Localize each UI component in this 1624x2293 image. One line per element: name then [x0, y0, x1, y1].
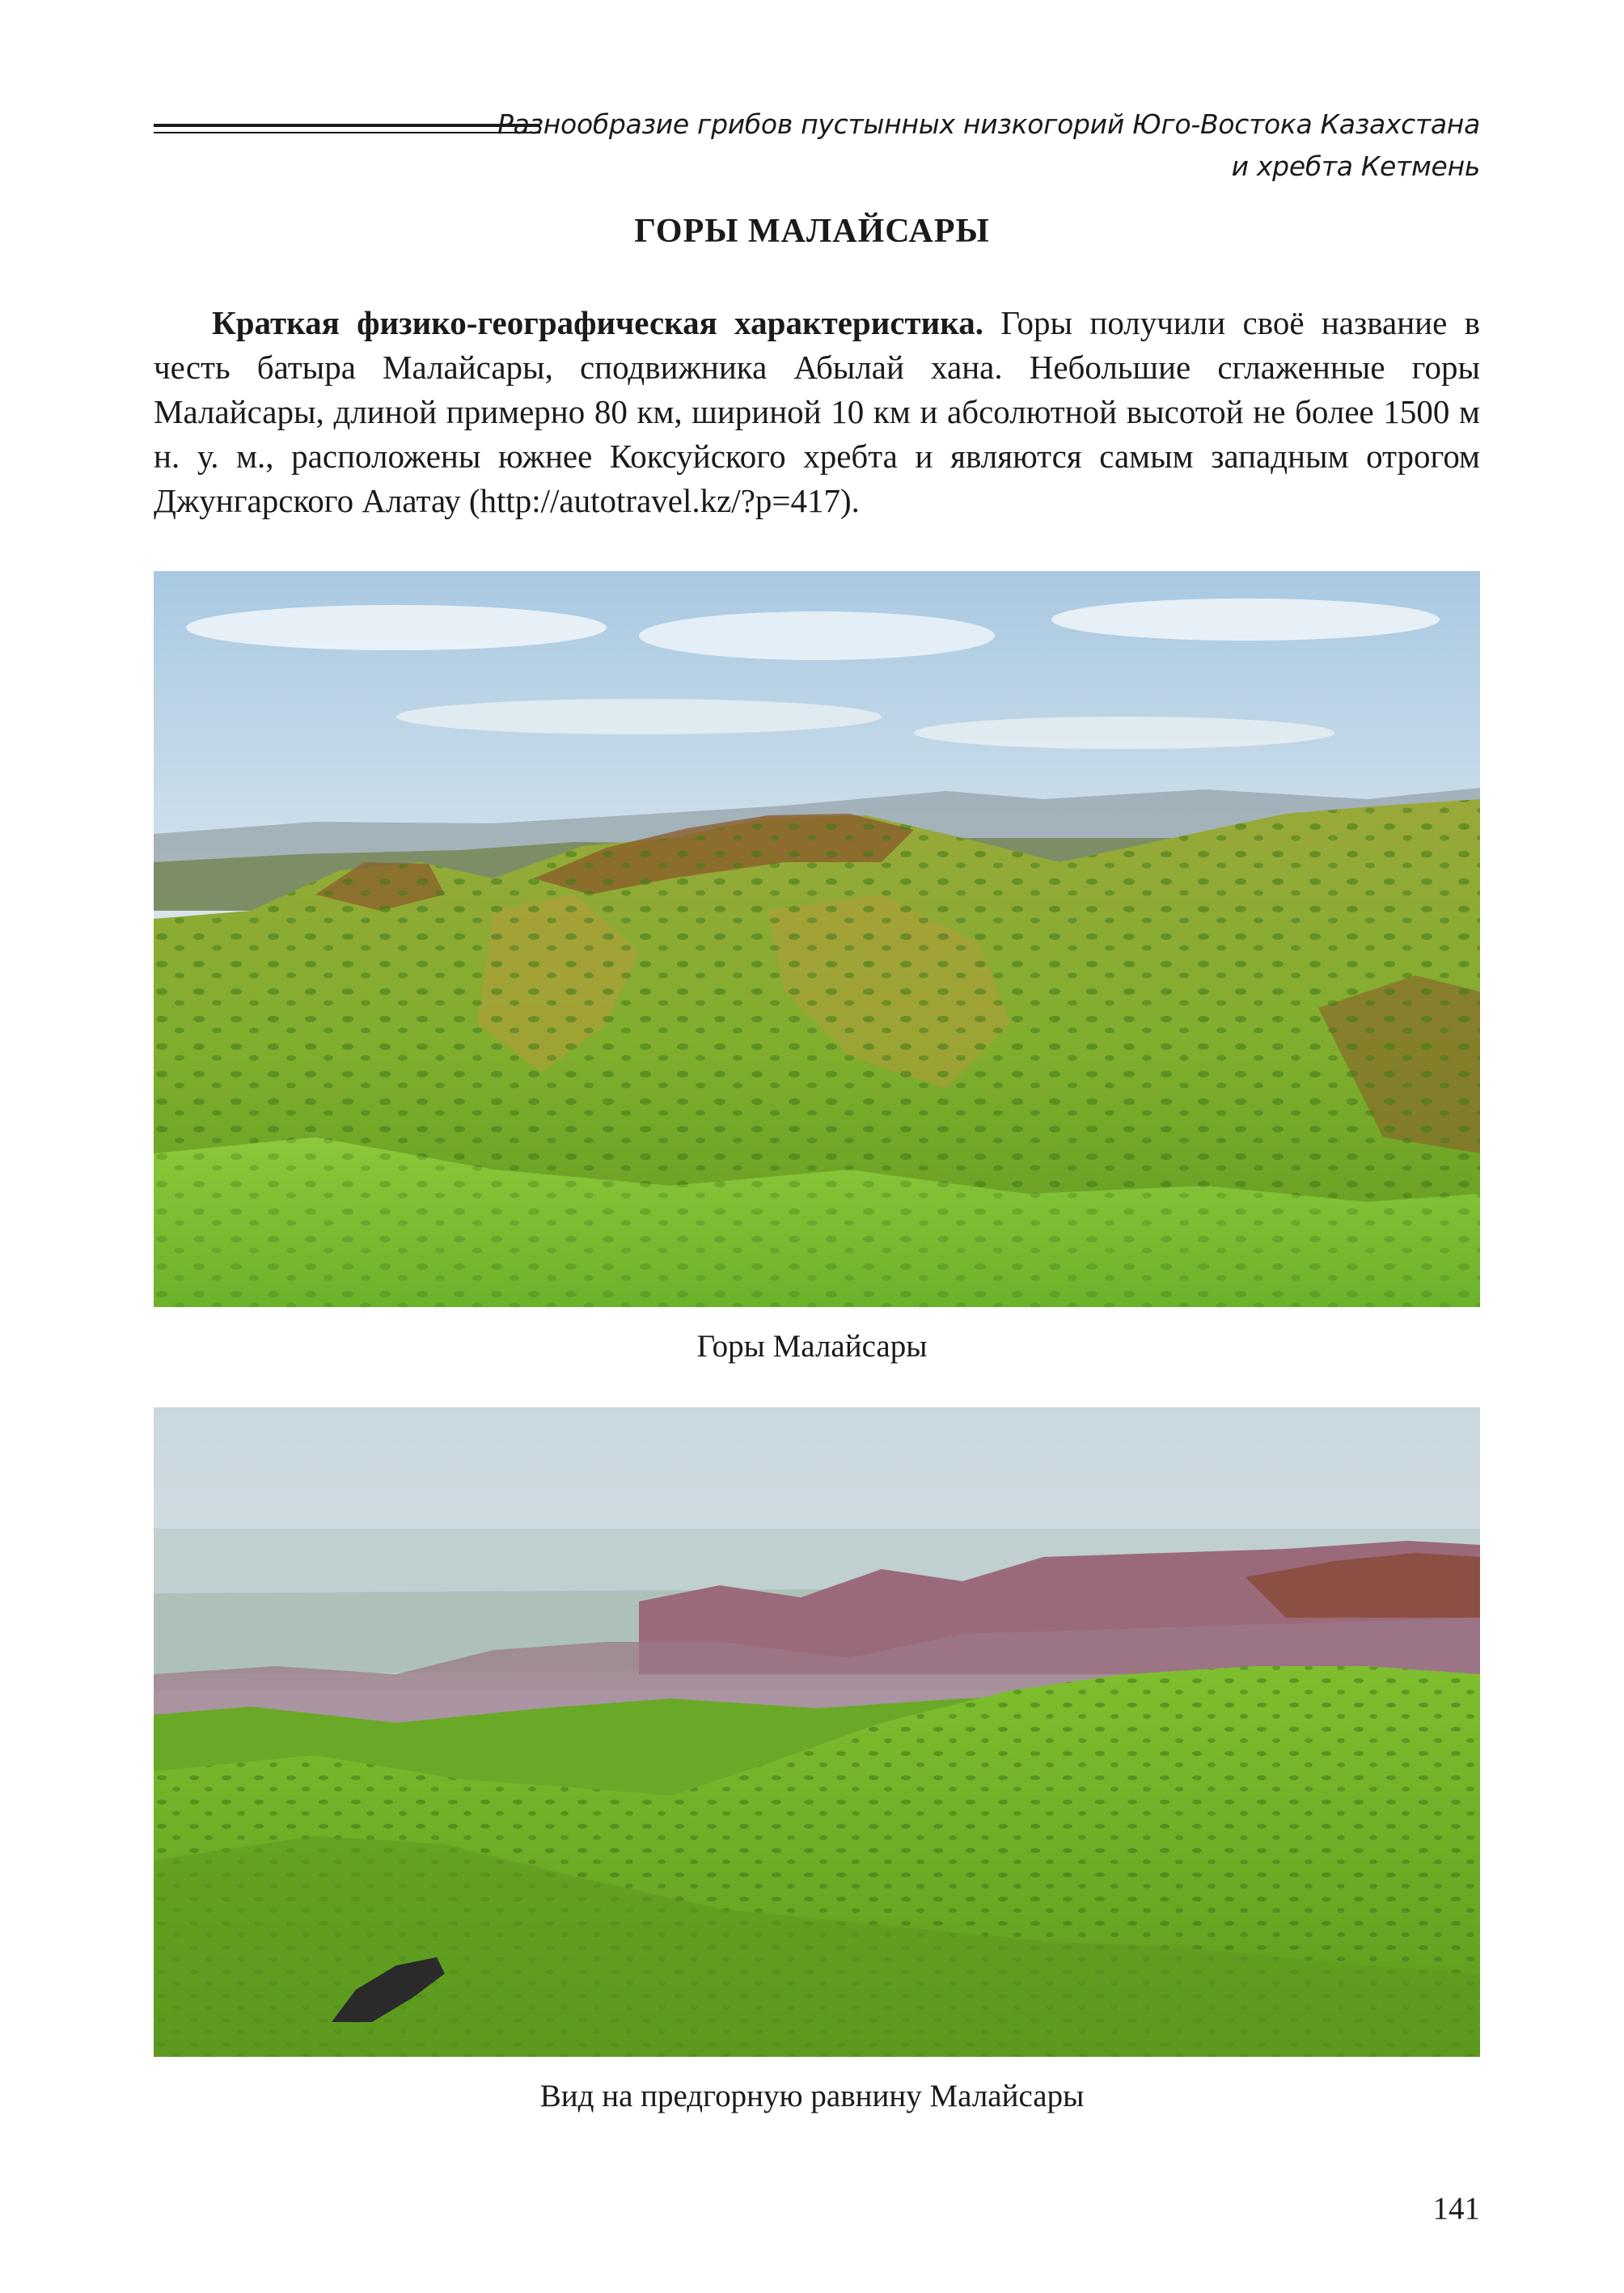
section-title: ГОРЫ МАЛАЙСАРЫ: [634, 213, 990, 250]
paragraph-text: Горы получили своё название в честь батыра Малайсары, сподвижника Абылай хана. Небольшие сглаженные горы Малайсары, длиной примерно 80 км, шириной 10 км и абсолютной высотой не более 1500 м н. у. м., расположены южнее Коксуйского хребта и являются самым западным отрогом Джунгарского Алатау (http://autotravel.kz/?p=417).: [154, 304, 1480, 519]
page-number: 141: [1432, 2191, 1480, 2226]
body-paragraph: [154, 301, 1480, 523]
photo-foothill-plain: [154, 1407, 1480, 2057]
lead-heading: Краткая физико-географическая характеристика.: [212, 304, 984, 341]
running-head-line-2: и хребта Кетмень: [1231, 150, 1480, 182]
foothill-plain-image: [154, 1407, 1480, 2057]
mountain-landscape-image: [154, 571, 1480, 1307]
running-head-line-1: Разнообразие грибов пустынных низкогорий Юго-Востока Казахстана: [497, 108, 1480, 140]
figure-caption-1: Горы Малайсары: [696, 1329, 928, 1364]
photo-malaysary-mountains: [154, 571, 1480, 1307]
figure-caption-2: Вид на предгорную равнину Малайсары: [539, 2079, 1085, 2113]
running-head: [477, 104, 1480, 188]
